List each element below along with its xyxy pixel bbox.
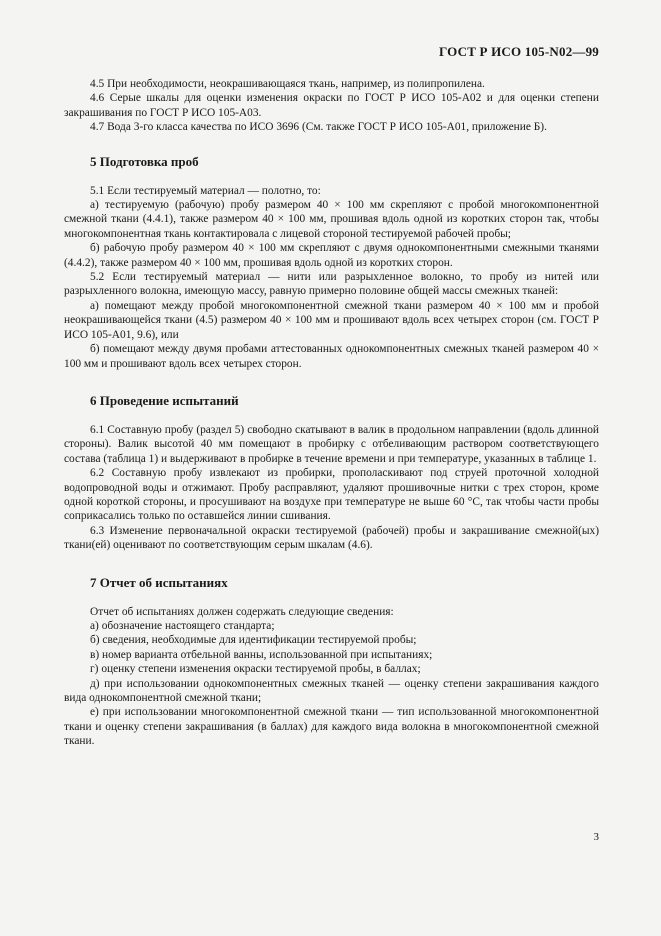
page-number: 3 [593,831,599,843]
paragraph-5-2-b: б) помещают между двумя пробами аттестованных однокомпонентных смежных тканей размером 40 × 100 мм и прошивают вдоль всех четырех сторон. [64,343,599,370]
paragraph-5-1: 5.1 Если тестируемый материал — полотно, то: [90,184,321,197]
paragraph-5-1-b: б) рабочую пробу размером 40 × 100 мм скрепляют с двумя однокомпонентными смежными тканями (4.4.2), также размером 40 × 100 мм, прошивая вдоль одной из коротких сторон. [64,242,599,269]
document-body [64,77,599,749]
paragraph-5-1-a: а) тестируемую (рабочую) пробу размером 40 × 100 мм скрепляют с пробой многокомпонентной смежной ткани (4.4.1), также размером 40 × 100 мм, прошивая вдоль одной из коротких сторон так, чтобы многокомпонентная ткань контактировала с лицевой стороной тестируемой рабочей пробы; [64,199,599,240]
list-item-7-e: е) при использовании многокомпонентной смежной ткани — тип использованной многокомпонентной ткани и оценку степени закрашивания (в баллах) для каждого вида волокна в многокомпонентной смежной ткани. [64,706,599,748]
paragraph-5-2: 5.2 Если тестируемый материал — нити или разрыхленное волокно, то пробу из нитей или разрыхленного волокна, имеющую массу, равную примерно половине общей массы смежных тканей: [64,271,599,298]
list-item-7-d: д) при использовании однокомпонентных смежных тканей — оценку степени закрашивания каждого вида однокомпонентной смежной ткани; [64,677,599,704]
list-item-7-g: г) оценку степени изменения окраски тестируемой пробы, в баллах; [90,663,421,676]
section-6-heading: 6 Проведение испытаний [90,392,239,408]
section-5-heading: 5 Подготовка проб [90,153,199,169]
list-item-7-b: б) сведения, необходимые для идентификации тестируемой пробы; [90,634,417,647]
document-header: ГОСТ Р ИСО 105-N02—99 [439,44,599,59]
paragraph-4-6: 4.6 Серые шкалы для оценки изменения окраски по ГОСТ Р ИСО 105-А02 и для оценки степени закрашивания по ГОСТ Р ИСО 105-А03. [64,92,599,119]
list-item-7-a: а) обозначение настоящего стандарта; [90,619,275,632]
paragraph-6-2: 6.2 Составную пробу извлекают из пробирки, прополаскивают под струей проточной холодной водопроводной воды и отжимают. Пробу расправляют, удаляют прошивочные нитки с трех сторон, кроме одной короткой стороны, и просушивают на воздухе при температуре не выше 60 °С, так чтобы части пробы соприкасались только по оставшейся линии сшивания. [64,467,599,523]
list-item-7-v: в) номер варианта отбельной ванны, использованной при испытаниях; [90,648,433,661]
paragraph-6-1: 6.1 Составную пробу (раздел 5) свободно скатывают в валик в продольном направлении (вдоль длинной стороны). Валик высотой 40 мм помещают в пробирку с отбеливающим раствором соответствующего состава (таблица 1) и выдерживают в пробирке в течение времени и при температуре, указанных в таблице 1. [64,423,599,465]
paragraph-6-3: 6.3 Изменение первоначальной окраски тестируемой (рабочей) пробы и закрашивание смежной(ых) ткани(ей) оценивают по соответствующим серым шкалам (4.6). [64,524,599,552]
paragraph-4-5: 4.5 При необходимости, неокрашивающаяся ткань, например, из полипропилена. [90,78,485,90]
paragraph-5-2-a: а) помещают между пробой многокомпонентной смежной ткани размером 40 × 100 мм и пробой неокрашивающейся ткани (4.5) размером 40 × 100 мм и прошивают вдоль всех четырех сторон (см. ГОСТ Р ИСО 105-А01, 9.6), или [64,299,599,341]
paragraph-7-intro: Отчет об испытаниях должен содержать следующие сведения: [90,605,394,618]
section-7-heading: 7 Отчет об испытаниях [90,574,228,590]
paragraph-4-7: 4.7 Вода 3-го класса качества по ИСО 3696 (См. также ГОСТ Р ИСО 105-А01, приложение Б). [90,121,547,134]
